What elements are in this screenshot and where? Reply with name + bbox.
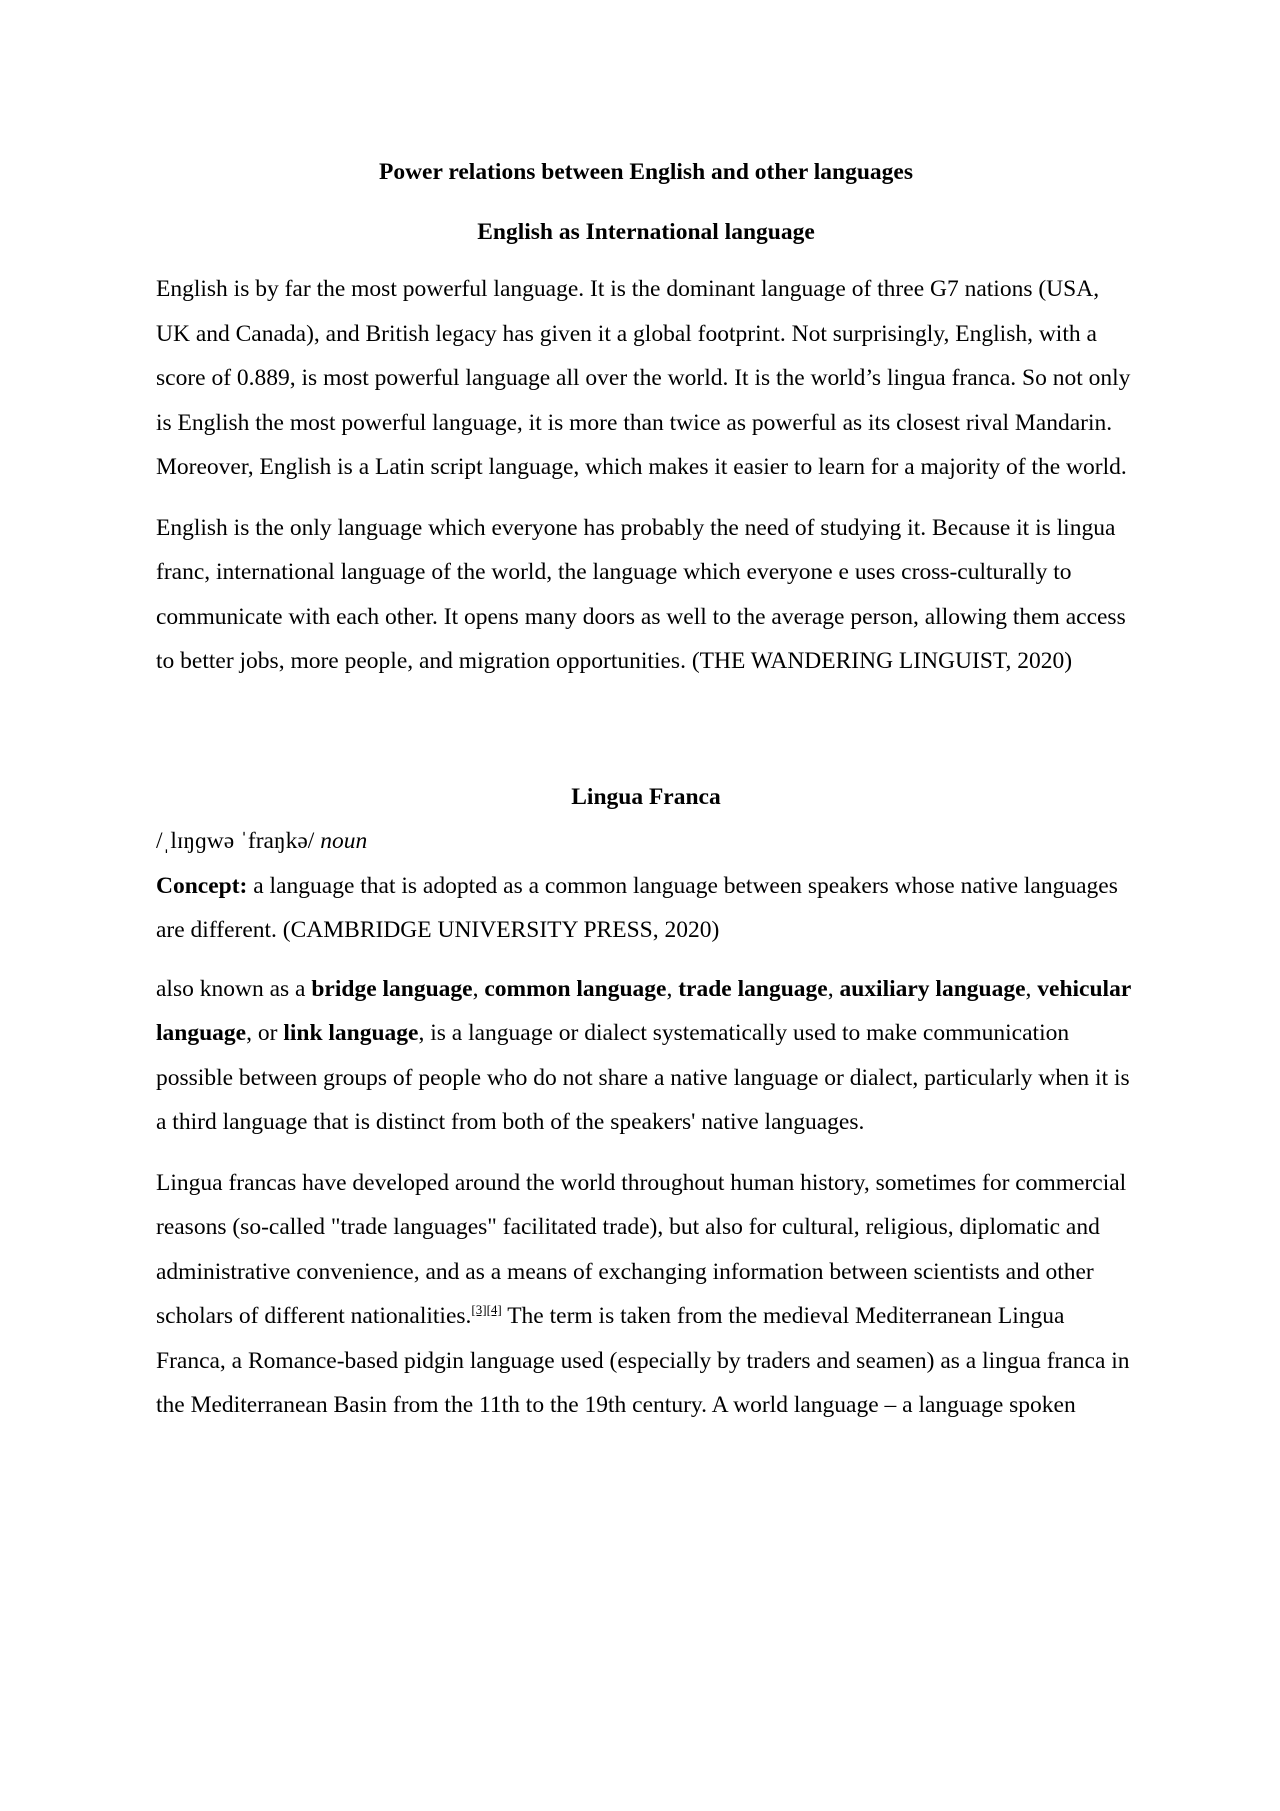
paragraph-also-known-as xyxy=(156,967,1136,1145)
term-separator: , xyxy=(472,975,485,1002)
pronunciation: /ˌlɪŋɡwə ˈfraŋkə/ xyxy=(156,828,315,854)
term-vehicular-language: vehicular language xyxy=(156,975,1131,1046)
term-separator: , xyxy=(827,975,840,1002)
term-trade-language: trade language xyxy=(678,975,828,1002)
term-separator: , xyxy=(666,975,679,1002)
history-text-part1: Lingua francas have developed around the world throughout human history, sometimes for commercial reasons (so-called "trade languages" facilitated trade), but also for cultural, religious, diplomatic and administrative convenience, and as a means of exchanging information between scientists and other scholars of different nationalities. xyxy=(156,1169,1127,1329)
section-spacer xyxy=(156,700,1136,775)
paragraph-lingua-franca-history xyxy=(156,1161,1136,1428)
footnote-reference-link[interactable]: [3][4] xyxy=(471,1302,502,1318)
history-text-part2: The term is taken from the medieval Mediterranean Lingua Franca, a Romance-based pidgin language used (especially by traders and seamen) as a lingua franca in the Mediterranean Basin from the 11th to the 19th century. A world language – a language spoken xyxy=(156,1303,1130,1418)
term-bridge-language: bridge language xyxy=(311,975,473,1002)
concept-definition xyxy=(156,864,1136,953)
aka-intro: also known as a xyxy=(156,975,312,1002)
section-heading-lingua-franca: Lingua Franca xyxy=(571,783,721,810)
term-common-language: common language xyxy=(484,975,667,1002)
term-auxiliary-language: auxiliary language xyxy=(839,975,1026,1002)
document-title: Power relations between English and other languages xyxy=(378,159,913,185)
document-body xyxy=(156,150,1136,1444)
concept-label: Concept: xyxy=(156,872,248,899)
document-subtitle: English as International language xyxy=(477,218,815,245)
part-of-speech: noun xyxy=(320,828,368,854)
concept-text: a language that is adopted as a common language between speakers whose native languages are different. (CAMBRIDGE UNIVERSITY PRESS, 2020) xyxy=(156,872,1118,943)
term-separator: , xyxy=(1025,975,1038,1002)
term-separator: , or xyxy=(246,1020,284,1046)
paragraph-english-power: English is by far the most powerful language. It is the dominant language of three G7 nations (USA, UK and Canada), and British legacy has given it a global footprint. Not surprisingly, English, with a score of 0.889, is most powerful language all over the world. It is the world’s lingua franca. So not only is English the most powerful language, it is more than twice as powerful as its closest rival Mandarin. Moreover, English is a Latin script language, which makes it easier to learn for a majority of the world. xyxy=(156,276,1131,480)
pronunciation-line xyxy=(156,819,1136,864)
term-link-language: link language xyxy=(283,1020,419,1046)
aka-rest: , is a language or dialect systematically used to make communication possible between groups of people who do not share a native language or dialect, particularly when it is a third language that is distinct from both of the speakers' native languages. xyxy=(156,1020,1130,1135)
paragraph-english-study: English is the only language which everyone has probably the need of studying it. Because it is lingua franc, international language of the world, the language which everyone e uses cross-culturally to communicate with each other. It opens many doors as well to the average person, allowing them access to better jobs, more people, and migration opportunities. (THE WANDERING LINGUIST, 2020) xyxy=(156,514,1126,674)
